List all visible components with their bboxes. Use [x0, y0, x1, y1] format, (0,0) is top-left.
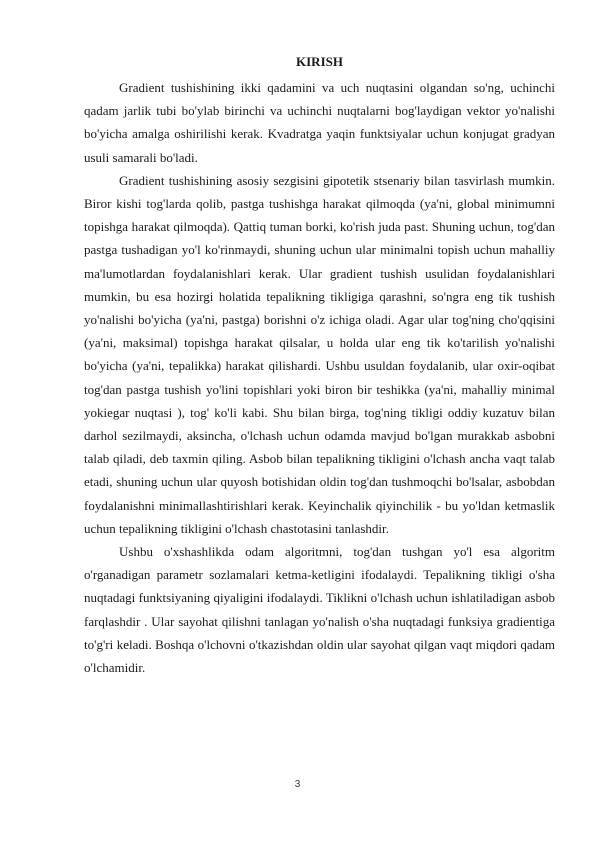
- paragraph-3: Ushbu o'xshashlikda odam algoritmni, tog'dan tushgan yo'l esa algoritm o'rganadigan parametr sozlamalari ketma-ketligini ifodalaydi. Tepalikning tikligi o'sha nuqtadagi funktsiyaning qiyaligini ifodalaydi. Tiklikni o'lchash uchun ishlatiladigan asbob farqlashdir . Ular sayohat qilishni tanlagan yo'nalish o'sha nuqtadagi funksiya gradientiga to'g'ri keladi. Boshqa o'lchovni o'tkazishdan oldin ular sayohat qilgan vaqt miqdori qadam o'lchamidir.: [84, 544, 555, 676]
- page-number: 3: [294, 779, 301, 790]
- section-heading: KIRISH: [296, 54, 343, 69]
- document-page: [84, 54, 555, 679]
- paragraph-1: Gradient tushishining ikki qadamini va uch nuqtasini olgandan so'ng, uchinchi qadam jarlik tubi bo'ylab birinchi va uchinchi nuqtalarni bog'laydigan vektor yo'nalishi bo'yicha amalga oshirilishi kerak. Kvadratga yaqin funktsiyalar uchun konjugat gradyan usuli samarali bo'ladi.: [84, 80, 555, 165]
- paragraph-2: Gradient tushishining asosiy sezgisini gipotetik stsenariy bilan tasvirlash mumkin. Biror kishi tog'larda qolib, pastga tushishga harakat qilmoqda (ya'ni, global minimumni topishga harakat qilmoqda). Qattiq tuman borki, ko'rish juda past. Shuning uchun, tog'dan pastga tushadigan yo'l ko'rinmaydi, shuning uchun ular minimalni topish uchun mahalliy ma'lumotlardan foydalanishlari kerak. Ular gradient tushish usulidan foydalanishlari mumkin, bu esa hozirgi holatida tepalikning tikligiga qarashni, so'ngra eng tik tushish yo'nalishi bo'yicha (ya'ni, pastga) borishni o'z ichiga oladi. Agar ular tog'ning cho'qqisini (ya'ni, maksimal) topishga harakat qilsalar, u holda ular eng tik ko'tarilish yo'nalishi bo'yicha (ya'ni, tepalikka) harakat qilishardi. Ushbu usuldan foydalanib, ular oxir-oqibat tog'dan pastga tushish yo'lini topishlari yoki biron bir teshikka (ya'ni, mahalliy minimal yokiegar nuqtasi ), tog' ko'li kabi. Shu bilan birga, tog'ning tikligi oddiy kuzatuv bilan darhol sezilmaydi, aksincha, o'lchash uchun odamda mavjud bo'lgan murakkab asbobni talab qiladi, deb taxmin qiling. Asbob bilan tepalikning tikligini o'lchash ancha vaqt talab etadi, shuning uchun ular quyosh botishidan oldin tog'dan tushmoqchi bo'lsalar, asbobdan foydalanishni minimallashtirishlari kerak. Keyinchalik qiyinchilik - bu yo'ldan ketmaslik uchun tepalikning tikligini o'lchash chastotasini tanlashdir.: [84, 172, 555, 536]
